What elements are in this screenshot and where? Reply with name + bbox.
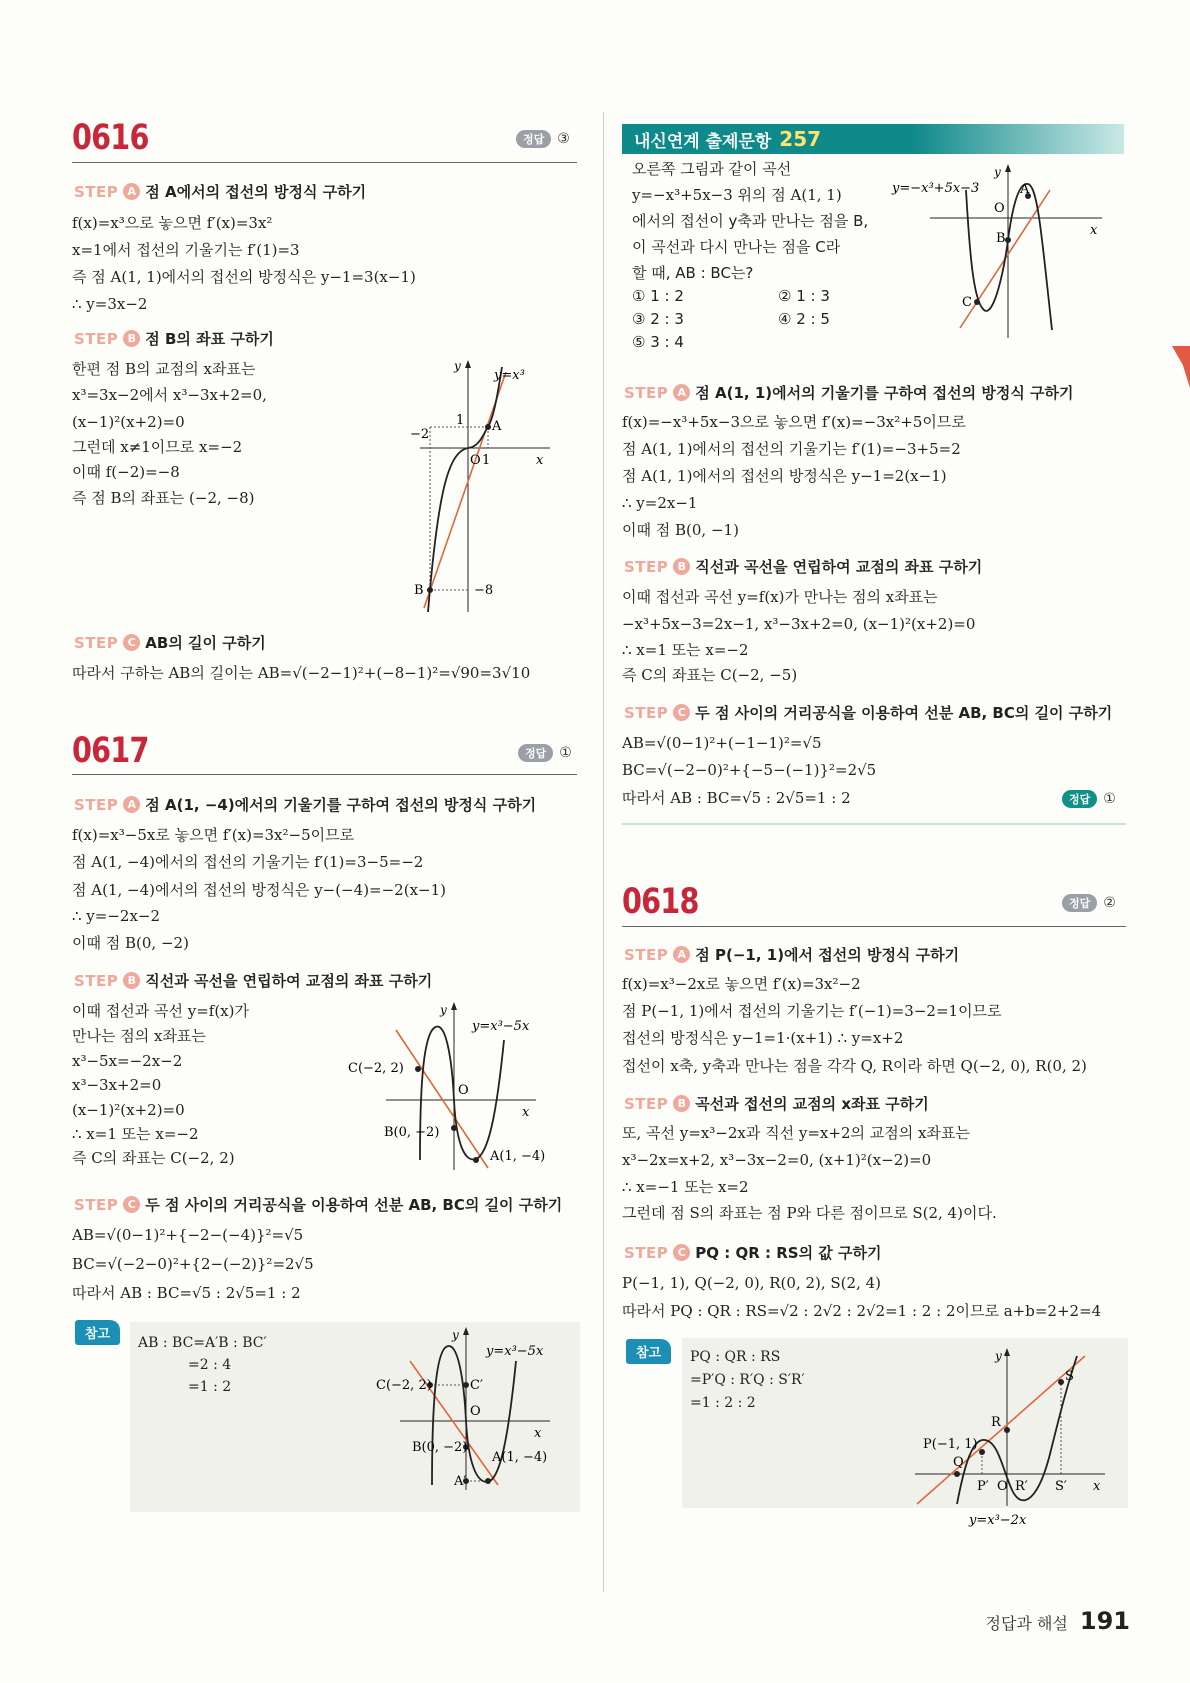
text-line: f(x)=−x³+5x−3으로 놓으면 f′(x)=−3x²+5이므로: [622, 413, 966, 431]
text-line: 점 A(1, 1)에서의 접선의 방정식은 y−1=2(x−1): [622, 467, 947, 485]
graph-0617: [346, 1000, 566, 1170]
answer-linked: [1062, 790, 1116, 808]
graph-tick: −8: [474, 583, 494, 598]
graph-axis-y: y: [440, 1003, 447, 1017]
text-line: 이때 f(−2)=−8: [72, 463, 180, 481]
graph-point-c: C(−2, 2): [376, 1378, 432, 1393]
text-line: ∴ x=1 또는 x=−2: [622, 641, 749, 659]
note-badge: 참고: [626, 1339, 671, 1364]
step-tag: STEP: [74, 971, 119, 990]
step-title: 점 A(1, 1)에서의 기울기를 구하여 접선의 방정식 구하기: [695, 384, 1074, 402]
graph-point-b: B: [996, 231, 1006, 246]
answer-badge: 정답: [516, 130, 551, 148]
column-divider: [603, 112, 604, 1592]
graph-point-b: B(0, −2): [412, 1440, 468, 1455]
answer-badge: 정답: [1062, 894, 1097, 912]
step-tag: STEP: [74, 795, 119, 814]
text-line: (x−1)²(x+2)=0: [72, 1101, 185, 1119]
graph-axis-x: x: [536, 453, 544, 468]
step-title: 점 B의 좌표 구하기: [145, 330, 274, 348]
option-2[interactable]: ② 1 : 3: [778, 287, 830, 305]
text-line: 이때 접선과 곡선 y=f(x)가 만나는 점의 x좌표는: [622, 588, 938, 606]
text-line: ∴ y=−2x−2: [72, 907, 161, 925]
answer-0617: [518, 744, 572, 762]
page-edge-tab: [1172, 346, 1190, 388]
text-line: 점 P(−1, 1)에서 접선의 기울기는 f′(−1)=3−2=1이므로: [622, 1002, 1002, 1020]
text-line: 점 A(1, −4)에서의 접선의 방정식은 y−(−4)=−2(x−1): [72, 881, 447, 899]
text-line: 점 A(1, 1)에서의 접선의 기울기는 f′(1)=−3+5=2: [622, 440, 961, 458]
step-tag: STEP: [74, 1195, 119, 1214]
text-line: 즉 점 A(1, 1)에서의 접선의 방정식은 y−1=3(x−1): [72, 268, 416, 286]
text-line: ∴ x=1 또는 x=−2: [72, 1125, 199, 1143]
step-tag: STEP: [624, 383, 669, 402]
text-line: 이때 점 B(0, −1): [622, 521, 739, 539]
linked-bottom-rule: [622, 823, 1126, 825]
graph-axis-x: x: [1090, 223, 1098, 238]
text-line: 또, 곡선 y=x³−2x과 직선 y=x+2의 교점의 x좌표는: [622, 1124, 970, 1142]
step-c-linked: [624, 702, 1112, 723]
step-tag: STEP: [74, 633, 119, 652]
step-c-0618: [624, 1242, 881, 1263]
step-title: PQ : QR : RS의 값 구하기: [695, 1244, 882, 1262]
note-badge: 참고: [75, 1320, 120, 1345]
text-line: 즉 C의 좌표는 C(−2, 2): [72, 1149, 235, 1167]
graph-point-ap: A′: [454, 1474, 467, 1489]
step-b-0617: [74, 970, 432, 991]
text-line: ∴ y=3x−2: [72, 295, 148, 313]
answer-value: ①: [559, 745, 572, 761]
text-line: x³−3x+2=0: [72, 1076, 162, 1094]
section-rule: [72, 774, 577, 775]
text-line: x³=3x−2에서 x³−3x+2=0,: [72, 386, 267, 404]
text-line: AB=√(0−1)²+(−1−1)²=√5: [622, 734, 822, 752]
step-letter: A: [673, 946, 690, 963]
answer-value: ②: [1103, 895, 1116, 911]
problem-number-0616: 0616: [72, 118, 149, 158]
text-line: 점 A(1, −4)에서의 접선의 기울기는 f′(1)=3−5=−2: [72, 853, 424, 871]
section-rule: [622, 926, 1126, 927]
text-line: x=1에서 접선의 기울기는 f′(1)=3: [72, 241, 300, 259]
question-line: 할 때, AB : BC는?: [632, 264, 754, 282]
graph-origin: O: [997, 1479, 1008, 1494]
text-line: 그런데 점 S의 좌표는 점 P와 다른 점이므로 S(2, 4)이다.: [622, 1204, 997, 1222]
step-tag: STEP: [624, 945, 669, 964]
text-line: f(x)=x³으로 놓으면 f′(x)=3x²: [72, 214, 273, 232]
step-title: 직선과 곡선을 연립하여 교점의 좌표 구하기: [145, 972, 433, 990]
note-line: =1 : 2 : 2: [690, 1395, 756, 1411]
graph-axis-y: y: [454, 359, 461, 373]
option-3[interactable]: ③ 2 : 3: [632, 310, 684, 328]
question-line: y=−x³+5x−3 위의 점 A(1, 1): [632, 186, 842, 204]
question-line: 오른쪽 그림과 같이 곡선: [632, 160, 792, 178]
section-rule: [72, 162, 577, 163]
step-c-0617: [74, 1194, 562, 1215]
text-line: AB=√(0−1)²+{−2−(−4)}²=√5: [72, 1226, 304, 1244]
question-line: 이 곡선과 다시 만나는 점을 C라: [632, 238, 841, 256]
step-letter: C: [673, 1244, 690, 1261]
graph-tick: 1: [456, 413, 465, 428]
step-letter: C: [123, 634, 140, 651]
note-line: =P′Q : R′Q : S′R′: [690, 1372, 805, 1388]
step-letter: A: [673, 384, 690, 401]
text-line: BC=√(−2−0)²+{−5−(−1)}²=2√5: [622, 761, 877, 779]
step-b-0616: [74, 328, 274, 349]
step-letter: A: [123, 796, 140, 813]
step-tag: STEP: [74, 329, 119, 348]
text-line: 즉 점 B의 좌표는 (−2, −8): [72, 489, 255, 507]
graph-point-a: A(1, −4): [492, 1450, 548, 1465]
note-line: =1 : 2: [188, 1379, 232, 1395]
graph-origin: O: [458, 1083, 469, 1098]
step-b-0618: [624, 1093, 929, 1114]
text-line: 이때 점 B(0, −2): [72, 934, 189, 952]
graph-point-s: S: [1065, 1369, 1074, 1384]
graph-axis-y: y: [995, 1349, 1002, 1363]
graph-origin: O: [470, 453, 481, 468]
text-line: ∴ y=2x−1: [622, 494, 698, 512]
answer-value: ③: [557, 131, 570, 147]
graph-0618-note: [905, 1346, 1110, 1531]
text-line: 즉 C의 좌표는 C(−2, −5): [622, 666, 798, 684]
text-line: (x−1)²(x+2)=0: [72, 413, 185, 431]
graph-linked: [890, 160, 1110, 338]
step-a-linked: [624, 382, 1074, 403]
graph-curve-label: y=x³−5x: [472, 1019, 530, 1034]
graph-point-c: C: [962, 295, 972, 310]
step-a-0617: [74, 794, 536, 815]
text-line: 접선이 x축, y축과 만나는 점을 각각 Q, R이라 하면 Q(−2, 0), R(0, 2): [622, 1057, 1087, 1075]
step-title: 점 P(−1, 1)에서 접선의 방정식 구하기: [695, 946, 960, 964]
option-5[interactable]: ⑤ 3 : 4: [632, 333, 684, 351]
answer-0616: [516, 130, 570, 148]
answer-badge: 정답: [1062, 790, 1097, 808]
note-line: PQ : QR : RS: [690, 1349, 781, 1365]
graph-point-a: A: [492, 419, 502, 434]
graph-0616: [410, 352, 550, 612]
step-letter: B: [123, 330, 140, 347]
text-line: 그런데 x≠1이므로 x=−2: [72, 438, 243, 456]
graph-0617-note: [370, 1325, 580, 1490]
text-line: BC=√(−2−0)²+{2−(−2)}²=2√5: [72, 1255, 314, 1273]
footer-label: 정답과 해설: [985, 1614, 1068, 1633]
banner-title: 내신연계 출제문항: [634, 131, 772, 152]
step-title: 두 점 사이의 거리공식을 이용하여 선분 AB, BC의 길이 구하기: [695, 704, 1113, 722]
text-line: x³−2x=x+2, x³−3x−2=0, (x+1)²(x−2)=0: [622, 1151, 932, 1169]
graph-point-pp: P′: [977, 1479, 989, 1494]
option-4[interactable]: ④ 2 : 5: [778, 310, 830, 328]
note-line: AB : BC=A′B : BC′: [138, 1335, 267, 1351]
step-letter: C: [673, 704, 690, 721]
step-title: 점 A에서의 접선의 방정식 구하기: [145, 183, 367, 201]
graph-point-rp: R′: [1015, 1479, 1028, 1494]
step-b-linked: [624, 556, 982, 577]
graph-point-b: B(0, −2): [384, 1125, 440, 1140]
graph-origin: O: [994, 201, 1005, 216]
page-footer: [986, 1607, 1130, 1635]
text-line: 따라서 AB : BC=√5 : 2√5=1 : 2: [72, 1284, 301, 1302]
graph-point-cp: C′: [470, 1378, 483, 1393]
graph-point-p: P(−1, 1): [923, 1437, 978, 1452]
step-a-0618: [624, 944, 959, 965]
step-tag: STEP: [74, 182, 119, 201]
step-letter: C: [123, 1196, 140, 1213]
step-title: 두 점 사이의 거리공식을 이용하여 선분 AB, BC의 길이 구하기: [145, 1196, 563, 1214]
note-line: =2 : 4: [188, 1357, 232, 1373]
graph-point-a: A(1, −4): [490, 1149, 546, 1164]
option-1[interactable]: ① 1 : 2: [632, 287, 684, 305]
step-tag: STEP: [624, 703, 669, 722]
graph-axis-y: y: [994, 165, 1001, 179]
text-line: x³−5x=−2x−2: [72, 1052, 183, 1070]
text-line: P(−1, 1), Q(−2, 0), R(0, 2), S(2, 4): [622, 1274, 882, 1292]
linked-problem-banner: [622, 124, 1124, 154]
graph-point-sp: S′: [1055, 1479, 1067, 1494]
text-line: 따라서 AB : BC=√5 : 2√5=1 : 2: [622, 789, 851, 807]
page-number: 191: [1079, 1607, 1130, 1635]
text-line: 이때 접선과 곡선 y=f(x)가: [72, 1002, 249, 1020]
step-tag: STEP: [624, 557, 669, 576]
step-letter: B: [673, 1095, 690, 1112]
graph-tick: 1: [482, 453, 491, 468]
graph-point-c: C(−2, 2): [348, 1061, 404, 1076]
graph-curve-label: y=−x³+5x−3: [892, 181, 980, 196]
step-tag: STEP: [624, 1094, 669, 1113]
graph-axis-y: y: [452, 1328, 459, 1342]
graph-axis-x: x: [534, 1426, 542, 1441]
graph-origin: O: [470, 1404, 481, 1419]
step-letter: B: [673, 558, 690, 575]
problem-number-0617: 0617: [72, 731, 149, 771]
graph-tick: −2: [410, 427, 430, 442]
graph-point-b: B: [414, 583, 424, 598]
step-letter: A: [123, 183, 140, 200]
graph-curve-label: y=x³−2x: [969, 1513, 1027, 1528]
step-title: 직선과 곡선을 연립하여 교점의 좌표 구하기: [695, 558, 983, 576]
text-line: f(x)=x³−2x로 놓으면 f′(x)=3x²−2: [622, 975, 861, 993]
text-line: ∴ x=−1 또는 x=2: [622, 1178, 749, 1196]
graph-curve-label: y=x³−5x: [486, 1344, 544, 1359]
graph-point-r: R: [991, 1415, 1001, 1430]
step-letter: B: [123, 972, 140, 989]
question-line: 에서의 접선이 y축과 만나는 점을 B,: [632, 212, 869, 230]
step-tag: STEP: [624, 1243, 669, 1262]
text-line: 접선의 방정식은 y−1=1·(x+1) ∴ y=x+2: [622, 1029, 904, 1047]
problem-number-0618: 0618: [622, 882, 699, 922]
step-title: 점 A(1, −4)에서의 기울기를 구하여 접선의 방정식 구하기: [145, 796, 537, 814]
text-line: 한편 점 B의 교점의 x좌표는: [72, 360, 256, 378]
text-line: 만나는 점의 x좌표는: [72, 1027, 206, 1045]
step-a-0616: [74, 181, 366, 202]
banner-number: 257: [779, 127, 822, 151]
step-c-0616: [74, 632, 266, 653]
graph-axis-x: x: [522, 1105, 530, 1120]
answer-badge: 정답: [518, 744, 553, 762]
text-line: f(x)=x³−5x로 놓으면 f′(x)=3x²−5이므로: [72, 826, 355, 844]
text-line: 따라서 구하는 AB의 길이는 AB=√(−2−1)²+(−8−1)²=√90=3√10: [72, 664, 531, 682]
answer-value: ①: [1103, 791, 1116, 807]
text-line: −x³+5x−3=2x−1, x³−3x+2=0, (x−1)²(x+2)=0: [622, 615, 976, 633]
graph-point-q: Q: [953, 1455, 964, 1470]
answer-0618: [1062, 894, 1116, 912]
step-title: AB의 길이 구하기: [145, 634, 266, 652]
text-line: 따라서 PQ : QR : RS=√2 : 2√2 : 2√2=1 : 2 : 2이므로 a+b=2+2=4: [622, 1302, 1102, 1320]
step-title: 곡선과 접선의 교점의 x좌표 구하기: [695, 1095, 929, 1113]
graph-point-a: A: [1020, 182, 1030, 197]
graph-curve-label: y=x³: [494, 368, 525, 383]
graph-axis-x: x: [1093, 1479, 1101, 1494]
